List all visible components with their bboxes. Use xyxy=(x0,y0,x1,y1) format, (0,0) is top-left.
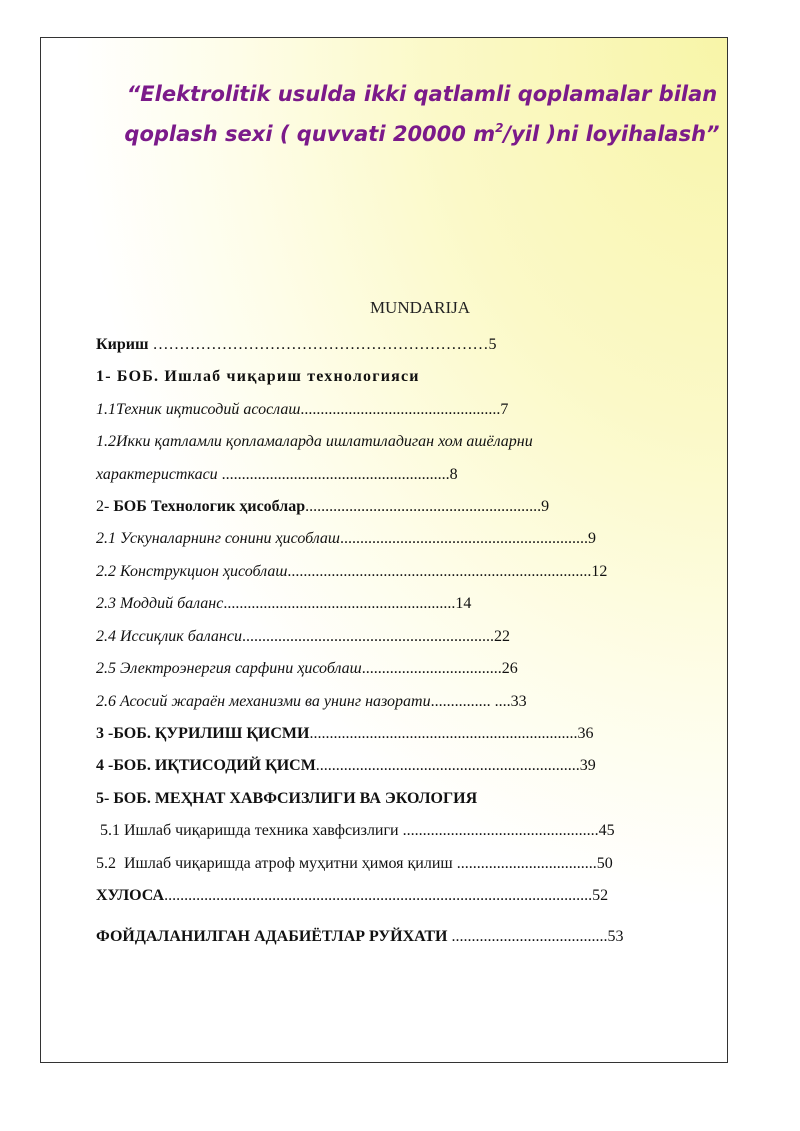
toc-entry-page: 26 xyxy=(501,660,518,677)
toc-entry-1-2-continued[interactable] xyxy=(96,462,458,488)
toc-entry-label: 5.2 Ишлаб чиқаришда атроф муҳитни ҳимоя қилиш xyxy=(96,855,457,872)
toc-entry-page: 8 xyxy=(449,466,458,483)
toc-entry-leader: .............................................................. xyxy=(340,530,588,547)
title-superscript: 2 xyxy=(495,121,504,135)
toc-entry-2-5[interactable] xyxy=(96,656,518,682)
toc-entry-page: 45 xyxy=(598,822,615,839)
toc-entry-leader: .................................................. xyxy=(300,401,501,418)
toc-entry-2-1[interactable] xyxy=(96,526,596,552)
toc-entry-chapter-3[interactable] xyxy=(96,721,593,747)
toc-entry-label: 4 -БОБ. ИҚТИСОДИЙ ҚИСМ xyxy=(96,757,316,774)
toc-entry-2-4[interactable] xyxy=(96,624,510,650)
toc-entry-leader: ................................................. xyxy=(402,822,599,839)
toc-entry-leader: ....................................... xyxy=(447,928,608,945)
toc-entry-page: 36 xyxy=(577,725,594,742)
toc-entry-page: 9 xyxy=(588,530,596,547)
title-line-2 xyxy=(88,114,756,154)
toc-entry-1-1[interactable] xyxy=(96,397,508,423)
toc-entry-references[interactable] xyxy=(96,924,623,950)
toc-entry-1-2[interactable] xyxy=(96,429,533,455)
toc-entry-label: характеристкаси xyxy=(96,466,218,483)
title-line-2-end: /yil )ni loyihalash” xyxy=(503,122,720,146)
toc-entry-label: 2.4 Иссиқлик баланси xyxy=(96,628,242,645)
toc-entry-leader: ................................................................... xyxy=(309,725,578,742)
toc-entry-2-6[interactable] xyxy=(96,689,527,715)
toc-entry-page: 12 xyxy=(591,563,608,580)
toc-entry-leader: .......................................................... xyxy=(223,595,456,612)
toc-entry-label: 2.1 Ускуналарнинг сонини ҳисоблаш xyxy=(96,530,340,547)
toc-entry-leader: ……………………………………………………… xyxy=(148,336,489,353)
toc-entry-label: 2.3 Моддий баланс xyxy=(96,595,224,612)
title-line-1: “Elektrolitik usulda ikki qatlamli qoplamalar bilan xyxy=(126,82,718,106)
toc-entry-label: 3 -БОБ. ҚУРИЛИШ ҚИСМИ xyxy=(96,725,310,742)
toc-entry-label: 2.5 Электроэнергия сарфини ҳисоблаш xyxy=(96,660,362,677)
toc-entry-label: Кириш xyxy=(96,336,149,353)
toc-entry-page: 53 xyxy=(607,928,624,945)
toc-entry-page: 14 xyxy=(455,595,472,612)
toc-entry-leader: ............... .... xyxy=(430,693,511,710)
toc-entry-conclusion[interactable] xyxy=(96,883,608,909)
toc-entry-2-3[interactable] xyxy=(96,591,471,617)
toc-entry-label: 2.2 Конструкцион ҳисоблаш xyxy=(96,563,288,580)
title-line-2-start: qoplash sexi ( quvvati 20000 m xyxy=(124,122,496,146)
toc-heading: MUNDARIJA xyxy=(369,298,471,317)
toc-entry-leader: ................................... xyxy=(456,855,597,872)
document-title xyxy=(88,74,756,154)
toc-entry-page: 50 xyxy=(596,855,613,872)
toc-entry-label: 1- БОБ. Ишлаб чиқариш технологияси xyxy=(96,368,420,385)
toc-entry-introduction[interactable] xyxy=(96,332,496,358)
toc-entry-leader: ........................................................... xyxy=(305,498,542,515)
toc-entry-page: 33 xyxy=(510,693,527,710)
toc-entry-prefix: 2- xyxy=(96,498,114,515)
toc-entry-leader: .................................................................. xyxy=(315,757,580,774)
toc-entry-5-1[interactable] xyxy=(96,818,615,844)
toc-entry-chapter-1[interactable] xyxy=(96,364,420,390)
toc-entry-label: ФОЙДАЛАНИЛГАН АДАБИЁТЛАР РУЙХАТИ xyxy=(96,928,448,945)
toc-entry-label: 1.2Икки қатламли қопламаларда ишлатиладиган хом ашёларни xyxy=(96,433,533,450)
toc-entry-leader: ............................................................... xyxy=(241,628,494,645)
toc-entry-chapter-4[interactable] xyxy=(96,753,596,779)
toc-entry-leader: ......................................................... xyxy=(217,466,450,483)
toc-entry-label: 5- БОБ. МЕҲНАТ ХАВФСИЗЛИГИ ВА ЭКОЛОГИЯ xyxy=(96,790,478,807)
toc-entry-leader: ........................................................................................................... xyxy=(164,887,593,904)
toc-entry-5-2[interactable] xyxy=(96,851,613,877)
toc-entry-leader: ................................... xyxy=(361,660,502,677)
toc-entry-2-2[interactable] xyxy=(96,559,607,585)
toc-entry-leader: ............................................................................ xyxy=(287,563,592,580)
toc-entry-label: БОБ Технологик ҳисоблар xyxy=(113,498,306,515)
toc-entry-page: 9 xyxy=(541,498,550,515)
toc-entry-page: 52 xyxy=(592,887,609,904)
toc-entry-label: ХУЛОСА xyxy=(96,887,165,904)
toc-entry-label: 2.6 Асосий жараён механизми ва унинг назорати xyxy=(96,693,431,710)
toc-entry-chapter-5[interactable] xyxy=(96,786,477,812)
toc-entry-page: 39 xyxy=(579,757,596,774)
toc-entry-label: 1.1Техник иқтисодий асослаш xyxy=(96,401,301,418)
toc-entry-chapter-2[interactable] xyxy=(96,494,549,520)
toc-entry-page: 7 xyxy=(500,401,509,418)
toc-entry-page: 22 xyxy=(493,628,510,645)
toc-entry-page: 5 xyxy=(488,336,497,353)
toc-entry-label: 5.1 Ишлаб чиқаришда техника хавфсизлиги xyxy=(96,822,403,839)
